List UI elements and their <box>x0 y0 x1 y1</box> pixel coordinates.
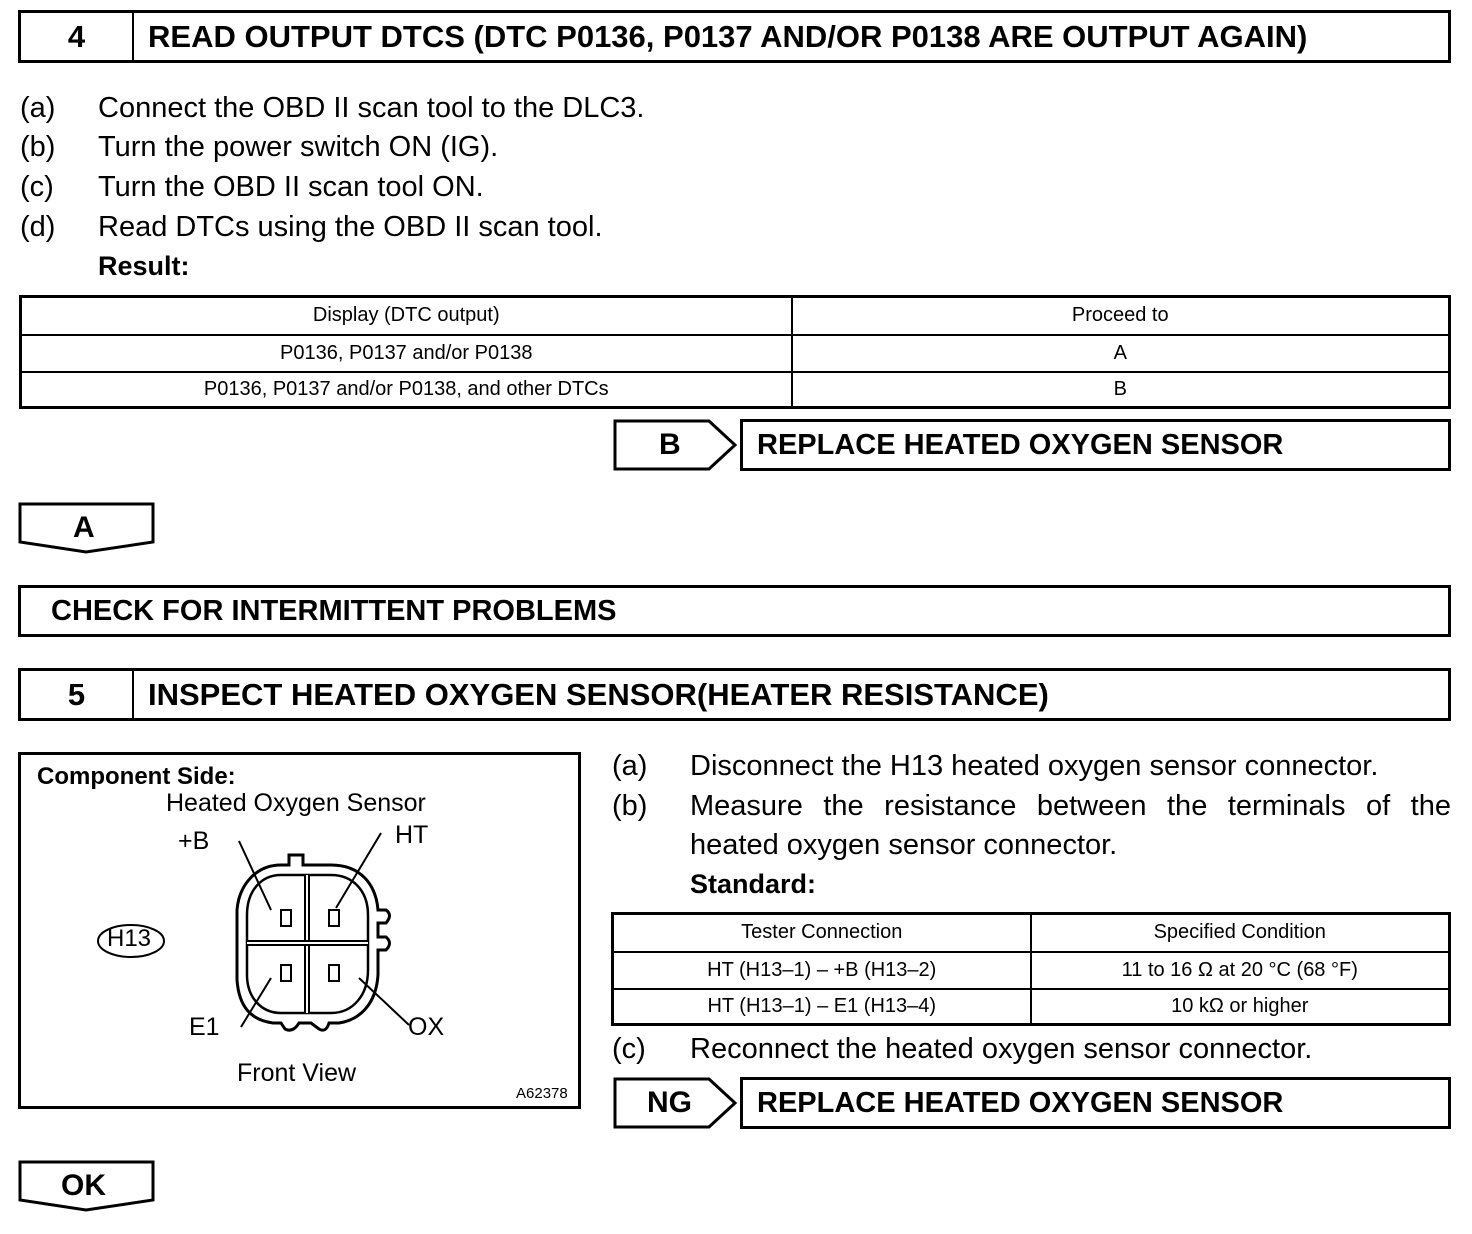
step4-header <box>18 10 1451 63</box>
figure-code: A62378 <box>516 1085 568 1102</box>
table-cell: HT (H13–1) – +B (H13–2) <box>613 952 1031 989</box>
procedure-text: Read DTCs using the OBD II scan tool. <box>98 211 603 243</box>
connector-id-label: H13 <box>107 925 152 952</box>
table-cell: P0136, P0137 and/or P0138 <box>21 335 792 372</box>
branch-a-label: A <box>73 511 95 544</box>
table-header-cell: Display (DTC output) <box>21 297 792 335</box>
branch-ng-label: NG <box>647 1086 692 1119</box>
figure-view-label: Front View <box>237 1059 357 1087</box>
branch-b-action: REPLACE HEATED OXYGEN SENSOR <box>740 419 1451 471</box>
table-header-row <box>613 914 1450 952</box>
procedure-letter: (d) <box>20 211 56 243</box>
procedure-letter: (b) <box>612 790 648 822</box>
table-header-cell: Tester Connection <box>613 914 1031 952</box>
procedure-letter: (a) <box>612 750 648 782</box>
table-header-row <box>21 297 1450 335</box>
table-header-cell: Proceed to <box>792 297 1450 335</box>
branch-ok-label: OK <box>61 1169 106 1202</box>
table-row <box>21 372 1450 408</box>
check-intermittent-box: CHECK FOR INTERMITTENT PROBLEMS <box>18 585 1451 637</box>
result-label: Result: <box>98 251 190 281</box>
procedure-text: Connect the OBD II scan tool to the DLC3. <box>98 92 645 124</box>
table-cell: 10 kΩ or higher <box>1031 989 1450 1025</box>
procedure-text: Measure the resistance between the terminals of the <box>690 790 1451 822</box>
procedure-letter: (c) <box>612 1033 646 1065</box>
connector-figure <box>18 752 581 1109</box>
step5-title: INSPECT HEATED OXYGEN SENSOR(HEATER RESISTANCE) <box>148 676 1049 712</box>
terminal-label-ht: HT <box>395 821 429 849</box>
branch-ng-action: REPLACE HEATED OXYGEN SENSOR <box>740 1077 1451 1129</box>
table-row <box>21 335 1450 372</box>
connector-diagram <box>181 815 431 1045</box>
step4-title: READ OUTPUT DTCS (DTC P0136, P0137 AND/OR P0138 ARE OUTPUT AGAIN) <box>148 18 1308 54</box>
terminal-label-e1: E1 <box>189 1013 220 1041</box>
figure-component-label: Heated Oxygen Sensor <box>166 789 426 817</box>
procedure-text: Turn the OBD II scan tool ON. <box>98 171 484 203</box>
terminal-label-ox: OX <box>408 1013 445 1041</box>
resistance-spec-table <box>611 912 1451 1026</box>
procedure-text: Disconnect the H13 heated oxygen sensor connector. <box>690 750 1379 782</box>
branch-b-label: B <box>659 428 681 461</box>
procedure-letter: (c) <box>20 171 54 203</box>
table-cell: P0136, P0137 and/or P0138, and other DTCs <box>21 372 792 408</box>
table-row <box>613 952 1450 989</box>
table-cell: B <box>792 372 1450 408</box>
standard-label: Standard: <box>690 869 817 899</box>
step5-procedure-b-continued: heated oxygen sensor connector. <box>690 829 1118 861</box>
dtc-result-table <box>19 295 1451 409</box>
procedure-letter: (b) <box>20 131 56 163</box>
step5-header <box>18 668 1451 721</box>
table-header-cell: Specified Condition <box>1031 914 1450 952</box>
procedure-text: Turn the power switch ON (IG). <box>98 131 499 163</box>
table-cell: A <box>792 335 1450 372</box>
table-cell: 11 to 16 Ω at 20 °C (68 °F) <box>1031 952 1450 989</box>
figure-heading: Component Side: <box>37 763 236 790</box>
table-cell: HT (H13–1) – E1 (H13–4) <box>613 989 1031 1025</box>
table-row <box>613 989 1450 1025</box>
procedure-text: Reconnect the heated oxygen sensor connector. <box>690 1033 1313 1065</box>
step4-number: 4 <box>21 13 134 60</box>
procedure-letter: (a) <box>20 92 56 124</box>
step5-number: 5 <box>21 671 134 718</box>
terminal-label-plus-b: +B <box>178 827 210 855</box>
